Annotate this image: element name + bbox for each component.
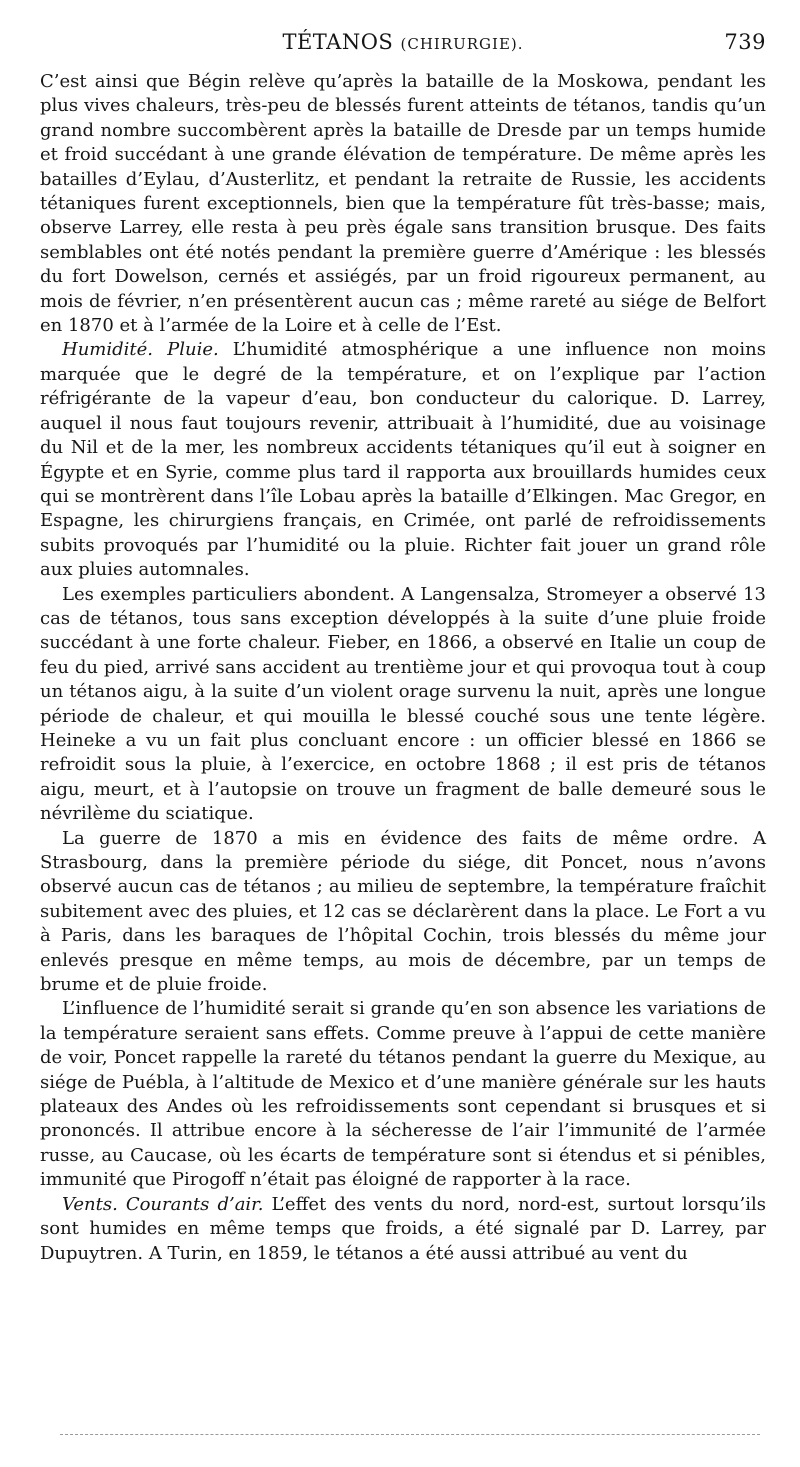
paragraph-text: La guerre de 1870 a mis en évidence des faits de même ordre. A Strasbourg, dans la première période du siége, dit Poncet, nous n’avons observé aucun cas de tétanos ; au milieu de septembre, la température fraîchit subitement avec des pluies, et 12 cas se déclarèrent dans la place. Le Fort a vu à Paris, dans les baraques de l’hôpital Cochin, trois blessés du même jour enlevés presque en même temps, au mois de décembre, par un temps de brume et de pluie froide. <box>40 827 766 996</box>
paragraph-text: Les exemples particuliers abondent. A Langensalza, Stromeyer a observé 13 cas de tétanos, tous sans exception développés à la suite d’une pluie froide succédant à une forte chaleur. Fieber, en 1866, a observé en Italie un coup de feu du pied, arrivé sans accident au trentième jour et qui provoqua tout à coup un tétanos aigu, à la suite d’un violent orage survenu la nuit, après une longue période de chaleur, et qui mouilla le blessé couché sous une tente légère. Heineke a vu un fait plus concluant encore : un officier blessé en 1866 se refroidit sous la pluie, à l’exercice, en octobre 1868 ; il est pris de tétanos aigu, meurt, et à l’autopsie on trouve un fragment de balle demeuré sous le névrilème du sciatique. <box>40 583 766 825</box>
footer-divider <box>60 1434 760 1435</box>
running-title <box>40 30 766 54</box>
paragraph-text: L’humidité atmosphérique a une influence non moins marquée que le degré de la température, et on l’explique par l’action réfrigérante de la vapeur d’eau, bon conducteur du calorique. D. Larrey, auquel il nous faut toujours revenir, attribuait à l’humidité, due au voisinage du Nil et de la mer, les nombreux accidents tétaniques qu’il eut à soigner en Égypte et en Syrie, comme plus tard il rapporta aux brouillards humides ceux qui se montrèrent dans l’île Lobau après la bataille d’Elkingen. Mac Gregor, en Espagne, les chirurgiens français, en Crimée, ont parlé de refroidissements subits provoqués par l’humidité ou la pluie. Richter fait jouer un grand rôle aux pluies automnales. <box>40 339 766 581</box>
running-title-main: TÉTANOS <box>282 30 394 54</box>
paragraph-temperature-examples <box>40 70 766 338</box>
running-title-subtitle: (CHIRURGIE). <box>400 35 524 53</box>
section-heading-vents-courants-air: Vents. Courants d’air. <box>62 1193 264 1215</box>
running-header <box>40 30 766 70</box>
paragraph-particular-examples <box>40 583 766 827</box>
body-text <box>40 70 766 1266</box>
paragraph-winds <box>40 1193 766 1266</box>
paragraph-humidity <box>40 338 766 582</box>
page-number: 739 <box>724 30 766 54</box>
paragraph-war-1870 <box>40 827 766 998</box>
paragraph-humidity-absence <box>40 997 766 1192</box>
paragraph-text: L’effet des vents du nord, nord-est, surtout lorsqu’ils sont humides en même temps que froids, a été signalé par D. Larrey, par Dupuytren. A Turin, en 1859, le tétanos a été aussi attribué au vent du <box>40 1193 766 1264</box>
section-heading-humidite-pluie: Humidité. Pluie. <box>62 339 219 361</box>
paragraph-text: L’influence de l’humidité serait si grande qu’en son absence les variations de la température seraient sans effets. Comme preuve à l’appui de cette manière de voir, Poncet rappelle la rareté du tétanos pendant la guerre du Mexique, au siége de Puébla, à l’altitude de Mexico et d’une manière générale sur les hauts plateaux des Andes où les refroidissements sont cependant si brusques et si prononcés. Il attribue encore à la sécheresse de l’air l’immunité de l’armée russe, au Caucase, où les écarts de température sont si étendus et si pénibles, immunité que Pirogoff n’était pas éloigné de rapporter à la race. <box>40 998 766 1191</box>
paragraph-text: C’est ainsi que Bégin relève qu’après la bataille de la Moskowa, pendant les plus vives chaleurs, très-peu de blessés furent atteints de tétanos, tandis qu’un grand nombre succombèrent après la bataille de Dresde par un temps humide et froid succédant à une grande élévation de température. De même après les batailles d’Eylau, d’Austerlitz, et pendant la retraite de Russie, les accidents tétaniques furent exceptionnels, bien que la température fût très-basse; mais, observe Larrey, elle resta à peu près égale sans transition brusque. Des faits semblables ont été notés pendant la première guerre d’Amérique : les blessés du fort Dowelson, cernés et assiégés, par un froid rigoureux permanent, au mois de février, n’en présentèrent aucun cas ; même rareté au siége de Belfort en 1870 et à l’armée de la Loire et à celle de l’Est. <box>40 71 766 337</box>
